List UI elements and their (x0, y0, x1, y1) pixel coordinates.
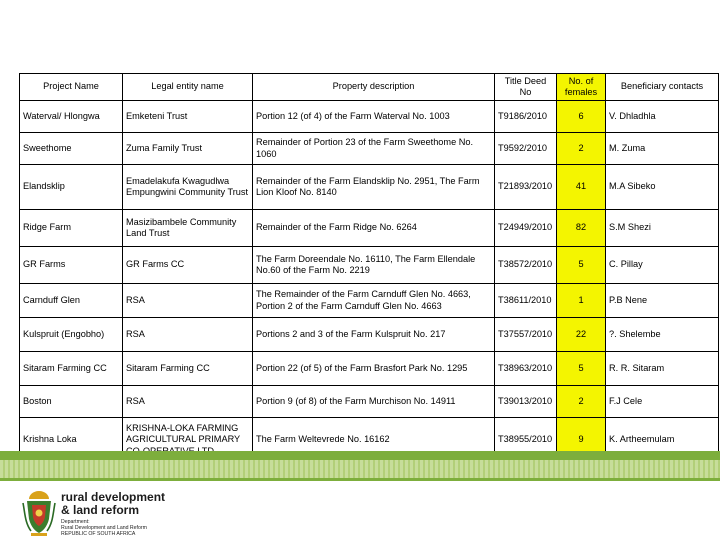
cell-property: Remainder of the Farm Elandsklip No. 2951, The Farm Lion Kloof No. 8140 (253, 165, 495, 210)
cell-contact: V. Dhladhla (606, 101, 719, 133)
cell-contact: ?. Shelembe (606, 318, 719, 352)
cell-contact: S.M Shezi (606, 210, 719, 247)
footer-green-line (0, 478, 720, 481)
country-name: REPUBLIC OF SOUTH AFRICA (61, 531, 136, 537)
cell-project-name: Sitaram Farming CC (20, 352, 123, 386)
table-row (20, 133, 719, 165)
brand-line-2: & land reform (61, 503, 140, 517)
cell-contact: M. Zuma (606, 133, 719, 165)
cell-property: Portion 22 (of 5) of the Farm Brasfort Park No. 1295 (253, 352, 495, 386)
cell-title-deed: T24949/2010 (495, 210, 557, 247)
table-row (20, 247, 719, 284)
col-header-females: No. of females (557, 74, 606, 101)
col-header-project-name: Project Name (20, 74, 123, 101)
cell-title-deed: T38572/2010 (495, 247, 557, 284)
col-header-title-deed: Title Deed No (495, 74, 557, 101)
cell-females: 9 (557, 418, 606, 463)
cell-females: 2 (557, 386, 606, 418)
cell-females: 5 (557, 247, 606, 284)
cell-title-deed: T9186/2010 (495, 101, 557, 133)
table-header-row (20, 74, 719, 101)
cell-contact: K. Artheemulam (606, 418, 719, 463)
cell-title-deed: T38611/2010 (495, 284, 557, 318)
footer-striped-band (0, 460, 720, 478)
cell-legal-entity: KRISHNA-LOKA FARMING AGRICULTURAL PRIMARY (123, 418, 253, 463)
cell-property: The Remainder of the Farm Carnduff Glen No. 4663, Portion 2 of the Farm Carnduff Glen No. 4663 (253, 284, 495, 318)
cell-legal-entity: Emadelakufa Kwagudlwa Empungwini Community Trust (123, 165, 253, 210)
cell-females: 1 (557, 284, 606, 318)
cell-contact: F.J Cele (606, 386, 719, 418)
cell-title-deed: T39013/2010 (495, 386, 557, 418)
cell-project-name: Boston (20, 386, 123, 418)
cell-females: 6 (557, 101, 606, 133)
department-name: Rural Development and Land Reform (61, 525, 147, 531)
department-logo (21, 489, 181, 537)
table-row (20, 352, 719, 386)
cell-legal-entity: RSA (123, 318, 253, 352)
cell-project-name: Ridge Farm (20, 210, 123, 247)
table-row (20, 210, 719, 247)
cell-legal-entity: Zuma Family Trust (123, 133, 253, 165)
brand-line-1: rural development (61, 490, 166, 504)
table-row (20, 101, 719, 133)
cell-females: 22 (557, 318, 606, 352)
col-header-property: Property description (253, 74, 495, 101)
col-header-contacts: Beneficiary contacts (606, 74, 719, 101)
coat-of-arms-icon (21, 489, 57, 537)
cell-project-name: Sweethome (20, 133, 123, 165)
cell-project-name: GR Farms (20, 247, 123, 284)
cell-property: Remainder of Portion 23 of the Farm Sweethome No. 1060 (253, 133, 495, 165)
brand-text (61, 491, 165, 537)
cell-contact: M.A Sibeko (606, 165, 719, 210)
cell-contact: C. Pillay (606, 247, 719, 284)
cell-contact: R. R. Sitaram (606, 352, 719, 386)
cell-females: 2 (557, 133, 606, 165)
cell-legal-entity: Masizibambele Community Land Trust (123, 210, 253, 247)
cell-females: 5 (557, 352, 606, 386)
cell-property: Remainder of the Farm Ridge No. 6264 (253, 210, 495, 247)
department-label: Department: (61, 519, 90, 525)
cell-females: 41 (557, 165, 606, 210)
cell-property: The Farm Weltevrede No. 16162 (253, 418, 495, 463)
cell-project-name: Krishna Loka (20, 418, 123, 463)
cell-property: Portion 9 (of 8) of the Farm Murchison No. 14911 (253, 386, 495, 418)
cell-property: Portions 2 and 3 of the Farm Kulspruit No. 217 (253, 318, 495, 352)
cell-title-deed: T37557/2010 (495, 318, 557, 352)
cell-legal-entity: GR Farms CC (123, 247, 253, 284)
col-header-legal-entity: Legal entity name (123, 74, 253, 101)
cell-females: 82 (557, 210, 606, 247)
cell-legal-entity: Sitaram Farming CC (123, 352, 253, 386)
cell-project-name: Carnduff Glen (20, 284, 123, 318)
cell-title-deed: T9592/2010 (495, 133, 557, 165)
cell-legal-entity: RSA (123, 284, 253, 318)
cell-project-name: Kulspruit (Engobho) (20, 318, 123, 352)
cell-property: Portion 12 (of 4) of the Farm Waterval No. 1003 (253, 101, 495, 133)
table-row (20, 165, 719, 210)
cell-project-name: Elandsklip (20, 165, 123, 210)
cell-project-name: Waterval/ Hlongwa (20, 101, 123, 133)
table-row (20, 386, 719, 418)
cell-property: The Farm Doreendale No. 16110, The Farm Ellendale No.60 of the Farm No. 2219 (253, 247, 495, 284)
table-row (20, 284, 719, 318)
cell-title-deed: T38963/2010 (495, 352, 557, 386)
land-reform-projects-table (19, 73, 719, 463)
cell-title-deed: T21893/2010 (495, 165, 557, 210)
cell-legal-entity: Emketeni Trust (123, 101, 253, 133)
cell-contact: P.B Nene (606, 284, 719, 318)
footer-green-band (0, 451, 720, 460)
cell-legal-entity: RSA (123, 386, 253, 418)
table-row (20, 318, 719, 352)
cell-title-deed: T38955/2010 (495, 418, 557, 463)
